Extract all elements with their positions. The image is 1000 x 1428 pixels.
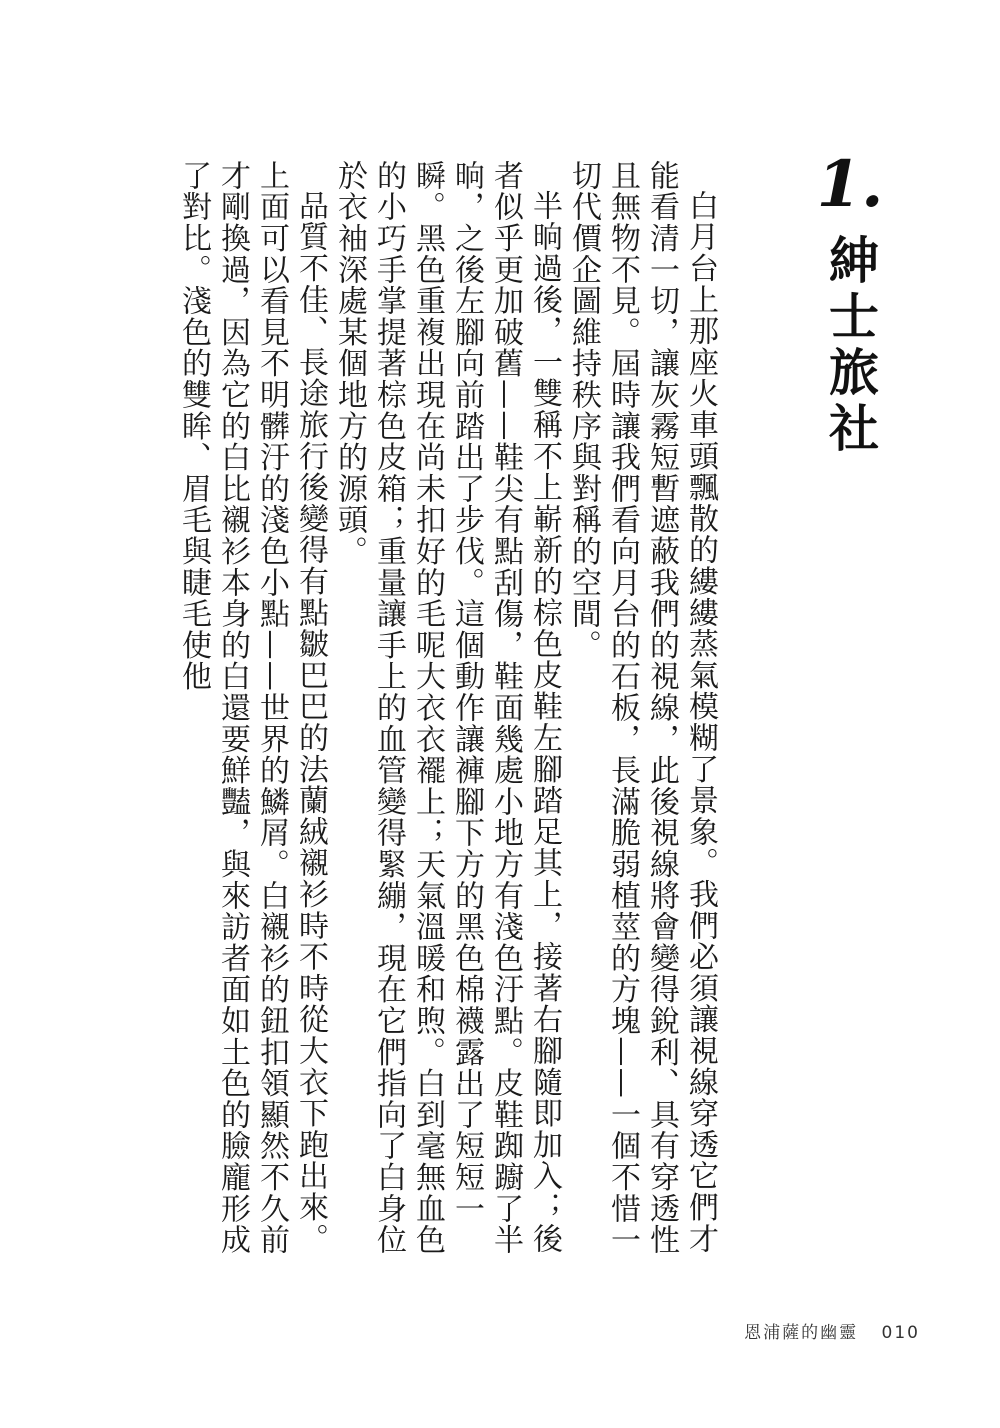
page-footer bbox=[620, 1318, 920, 1354]
book-title: 恩浦薩的幽靈 bbox=[744, 1323, 859, 1343]
paragraph-2: 半晌過後，一雙稱不上嶄新的棕色皮鞋左腳踏足其上，接著右腳隨即加入；後者似乎更加破舊——鞋尖有點刮傷，鞋面幾處小地方有淺色汙點。皮鞋踟躕了半晌，之後左腳向前踏出了步伐。這個動作讓褲腳下方的黑色棉襪露出了短短一瞬。黑色重複出現在尚未扣好的毛呢大衣衣襬上；天氣溫暖和煦。白到毫無血色的小巧手掌提著棕色皮箱；重量讓手上的血管變得緊繃，現在它們指向了白身位於衣袖深處某個地方的源頭。 bbox=[332, 160, 562, 1256]
paragraph-3: 品質不佳、長途旅行後變得有點皺巴巴的法蘭絨襯衫時不時從大衣下跑出來。上面可以看見不明髒汙的淺色小點——世界的鱗屑。白襯衫的鈕扣領顯然不久前才剛換過，因為它的白比襯衫本身的白還要鮮豔，與來訪者面如土色的臉龐形成了對比。淺色的雙眸、眉毛與睫毛使他 bbox=[176, 160, 328, 1256]
body-text bbox=[170, 160, 720, 1270]
chapter-heading bbox=[800, 147, 900, 470]
chapter-number: 1. bbox=[816, 147, 884, 222]
paragraph-1: 白月台上那座火車頭飄散的縷縷蒸氣模糊了景象。我們必須讓視線穿透它們才能看清一切，讓灰霧短暫遮蔽我們的視線，此後視線將會變得銳利、具有穿透性且無物不見。屆時讓我們看向月台的石板，長滿脆弱植莖的方塊——一個不惜一切代價企圖維持秩序與對稱的空間。 bbox=[566, 160, 718, 1256]
chapter-title: 紳士旅社 bbox=[821, 234, 880, 458]
page-number: 010 bbox=[881, 1323, 920, 1343]
